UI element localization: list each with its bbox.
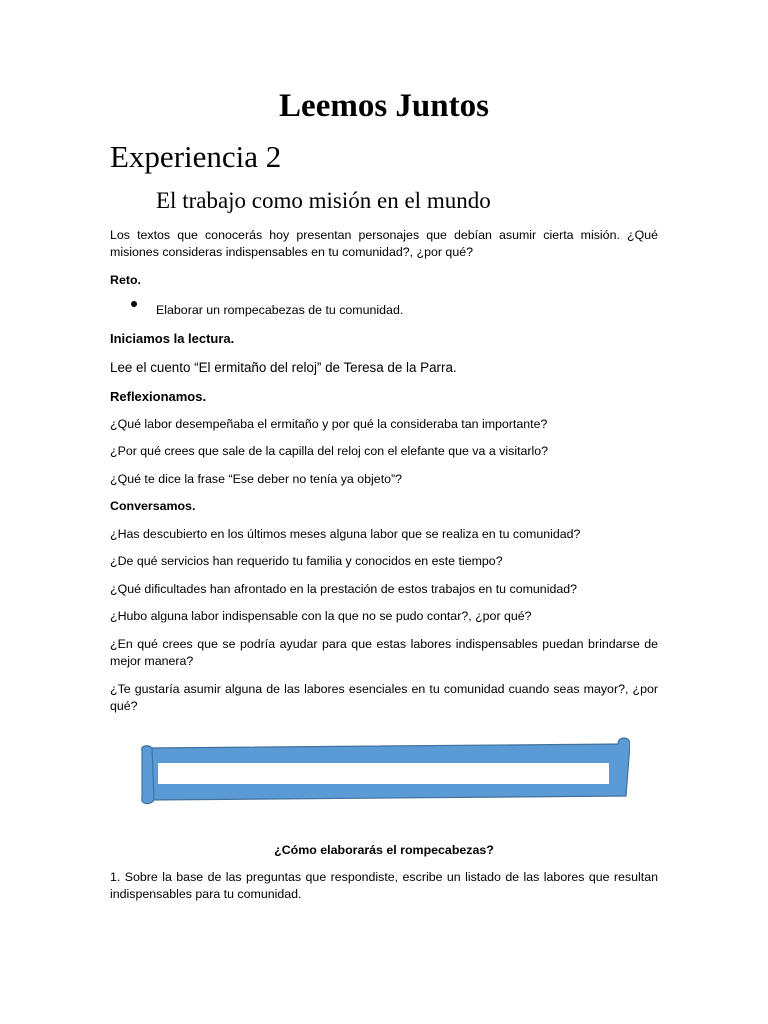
lectura-heading: Iniciamos la lectura.	[110, 331, 235, 346]
reflexion-question-1: ¿Qué labor desempeñaba el ermitaño y por qué la consideraba tan importante?	[110, 417, 548, 431]
reflexion-question-2: ¿Por qué crees que sale de la capilla del reloj con el elefante que va a visitarlo?	[110, 444, 549, 458]
reflexion-question-3: ¿Qué te dice la frase “Ese deber no tenía ya objeto”?	[110, 472, 403, 486]
lectura-text: Lee el cuento “El ermitaño del reloj” de Teresa de la Parra.	[110, 360, 457, 375]
rompecabezas-heading: ¿Cómo elaborarás el rompecabezas?	[274, 843, 494, 857]
conversamos-question-3: ¿Qué dificultades han afrontado en la prestación de estos trabajos en tu comunidad?	[110, 582, 578, 596]
conversamos-question-2: ¿De qué servicios han requerido tu familia y conocidos en este tiempo?	[110, 554, 503, 568]
conversamos-question-4: ¿Hubo alguna labor indispensable con la que no se pudo contar?, ¿por qué?	[110, 609, 532, 623]
reflexionamos-heading: Reflexionamos.	[110, 389, 207, 404]
bullet-icon	[131, 301, 137, 307]
conversamos-question-6: ¿Te gustaría asumir alguna de las labores esenciales en tu comunidad cuando seas mayor?, ¿por qué?	[110, 682, 658, 713]
experience-heading: Experiencia 2	[110, 139, 282, 174]
conversamos-question-5: ¿En qué crees que se podría ayudar para que estas labores indispensables puedan brindarse de mejor manera?	[110, 637, 658, 668]
conversamos-heading: Conversamos.	[110, 499, 196, 513]
scroll-banner-inner-panel	[158, 763, 609, 784]
scroll-banner-shape	[138, 736, 630, 806]
reto-heading: Reto.	[110, 273, 141, 287]
conversamos-question-1: ¿Has descubierto en los últimos meses alguna labor que se realiza en tu comunidad?	[110, 527, 581, 541]
scroll-banner-left-curl	[142, 746, 154, 804]
document-title: Leemos Juntos	[279, 88, 489, 124]
reto-bullet-item: Elaborar un rompecabezas de tu comunidad.	[156, 303, 404, 317]
section-subtitle: El trabajo como misión en el mundo	[156, 188, 491, 213]
rompecabezas-step-1: 1. Sobre la base de las preguntas que respondiste, escribe un listado de las labores que resultan indispensables para tu comunidad.	[110, 870, 658, 901]
intro-paragraph: Los textos que conocerás hoy presentan personajes que debían asumir cierta misión. ¿Qué misiones consideras indispensables en tu comunidad?, ¿por qué?	[110, 228, 658, 259]
